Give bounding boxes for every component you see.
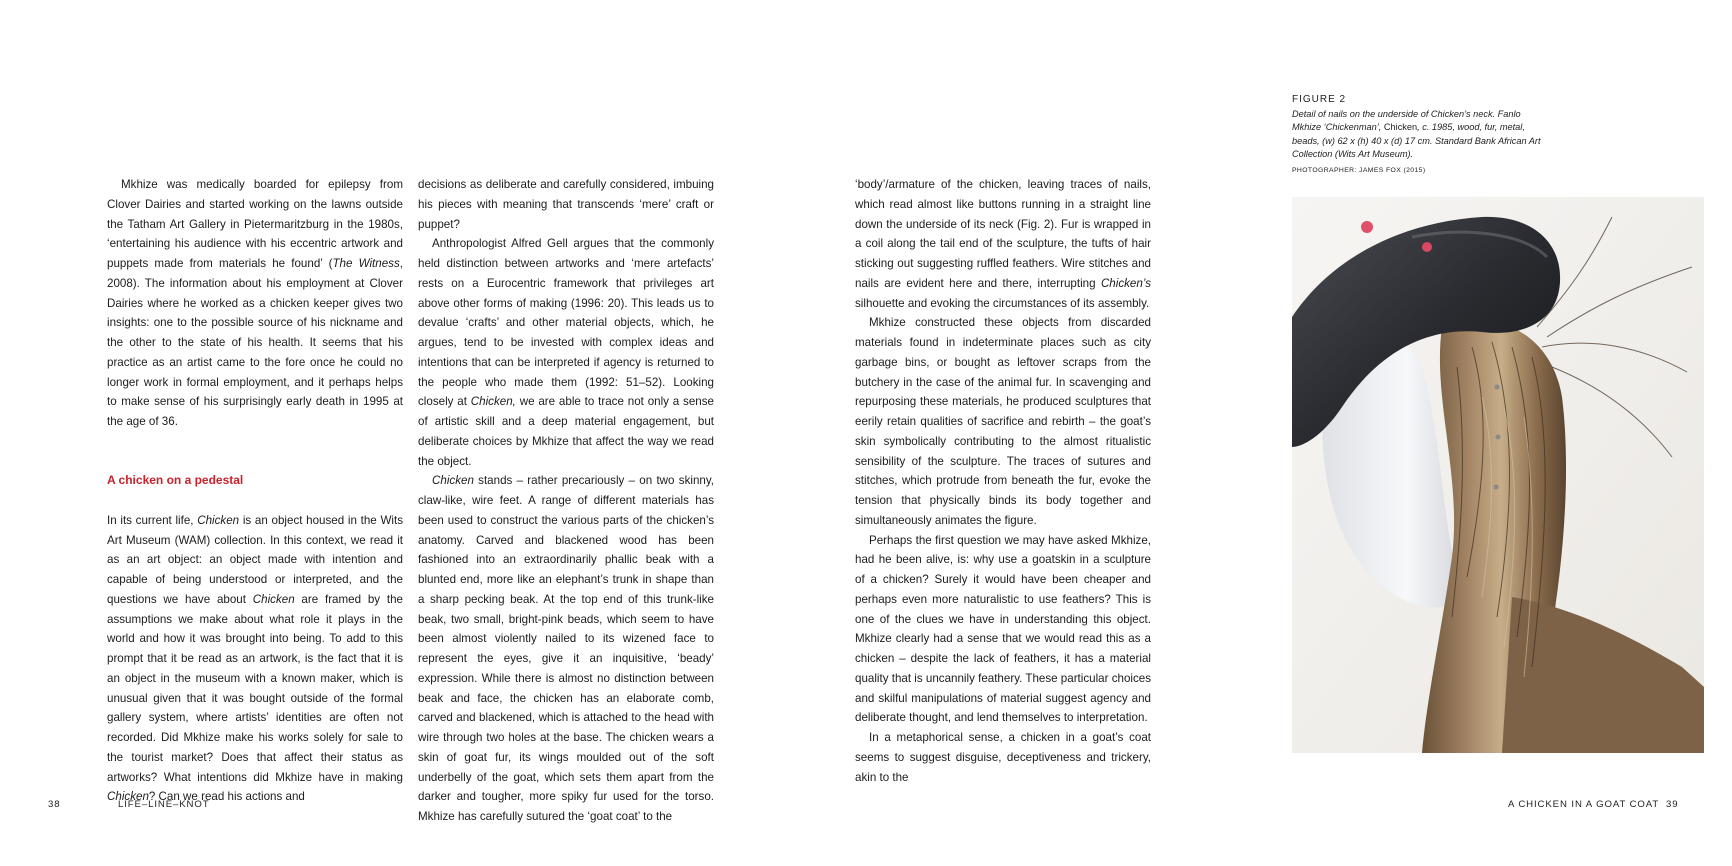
running-head-left: LIFE–LINE–KNOT [118, 799, 210, 810]
right-column [855, 175, 1151, 787]
artwork-title: Chicken [252, 592, 295, 606]
running-head-right: A CHICKEN IN A GOAT COAT [1508, 799, 1660, 810]
paragraph: Perhaps the first question we may have asked Mkhize, had he been alive, is: why use a goatskin in a sculpture of a chicken? Surely it would have been cheaper and perhaps even more naturalistic to use feathers? This is one of the clues we have in understanding this object. Mkhize clearly had a sense that we would read this as a chicken – despite the lack of feathers, it has a material quality that is uncannily feathery. These particular choices and skilful manipulations of material suggest agency and deliberate thought, and lend themselves to interpretation. [855, 533, 1152, 725]
artwork-title: Chicken’s [1100, 276, 1151, 290]
paragraph [107, 511, 403, 807]
text-run: In its current life, [107, 513, 198, 527]
left-column-2 [418, 175, 714, 827]
text-run: , 2008). The information about his employment at Clover Dairies where he worked as a chicken keeper gives two insights: one to the possible source of his nickname and the other to the state of his health. It seems that his practice as an artist came to the fore once he could no longer work in formal employment, and it perhaps helps to make sense of his surprisingly early death in 1995 at the age of 36. [107, 257, 403, 428]
left-column-1 [107, 175, 403, 807]
citation-title: The Witness [332, 257, 400, 270]
artwork-title: Chicken [1383, 122, 1418, 133]
paragraph [418, 471, 714, 827]
photo-credit: PHOTOGRAPHER: JAMES FOX (2015) [1292, 166, 1426, 174]
text-run: we are able to trace not only a sense of artistic skill and a deep material engagement, but deliberate choices by Mkhize that affect the way we read the object. [418, 395, 714, 468]
text-run: Detail of nails on the underside of Chicken’s neck. Fanlo Mkhize ‘Chickenman’, [1292, 108, 1521, 133]
page-number-left: 38 [48, 799, 61, 810]
artwork-title: Chicken [197, 513, 240, 527]
chicken-neck-photo [1292, 197, 1704, 753]
text-run: , c. 1985, wood, fur, metal, beads, (w) 62 x (h) 40 x (d) 17 cm. Standard Bank African Art Collection (Wits Art Museum). [1292, 122, 1541, 160]
paragraph [107, 175, 403, 432]
text-run: is an object housed in the Wits Art Museum (WAM) collection. In this context, we read it as an art object: an object made with intention and capable of being understood or interpreted, and the questions we have about [107, 513, 404, 606]
text-run: ? Can we read his actions and [148, 790, 305, 804]
text-run: Mkhize was medically boarded for epilepsy from Clover Dairies and started working on the lawns outside the Tatham Art Gallery in Pietermaritzburg in the 1980s, ‘entertaining his audience with his eccentric artwork and puppets made from materials he found’ ( [107, 178, 403, 270]
paragraph [855, 175, 1151, 313]
section-heading: A chicken on a pedestal [107, 473, 244, 488]
artwork-title: Chicken [432, 474, 474, 488]
paragraph: In a metaphorical sense, a chicken in a goat’s coat seems to suggest disguise, deceptiveness and trickery, akin to the [855, 731, 1151, 784]
figure-label: FIGURE 2 [1292, 94, 1347, 105]
text-run: silhouette and evoking the circumstances of its assembly. [855, 296, 1150, 310]
pink-bead-eye [1422, 242, 1432, 252]
page-number-right: 39 [1666, 799, 1679, 810]
paragraph: decisions as deliberate and carefully considered, imbuing his pieces with meaning that transcends ‘mere’ craft or puppet? [418, 178, 714, 231]
figure-description [1292, 108, 1550, 162]
figure-caption [1292, 93, 1550, 178]
text-run: stands – rather precariously – on two skinny, claw-like, wire feet. A range of different materials has been used to construct the various parts of the chicken’s anatomy. Carved and blackened wood has been fashioned into an extraordinarily phallic beak with a blunted end, more like an elephant’s trunk in shape than a sharp pecking beak. At the top end of this trunk-like beak, two small, bright-pink beads, which seem to have been almost violently nailed to its wizened face to represent the eyes, give it an inquisitive, ‘beady’ expression. While there is almost no distinction between beak and face, the chicken has an elaborate comb, carved and blackened, which is attached to the head with wire through two holes at the base. The chicken wears a skin of goat fur, its wings moulded out of the soft underbelly of the goat, which sets them apart from the darker and tougher, more spiky fur used for the torso. Mkhize has carefully sutured the ‘goat coat’ to the [418, 474, 714, 823]
pink-bead-eye [1361, 221, 1373, 233]
paragraph: Mkhize constructed these objects from discarded materials found in indeterminate places such as city garbage bins, or bought as leftover scraps from the butchery in the case of the animal fur. In scavenging and repurposing these materials, he produced sculptures that eerily retain qualities of sacrifice and rebirth – the goat’s skin symbolically contributing to the almost ritualistic sensibility of the sculpture. The traces of sutures and stitches, which protrude from beneath the fur, evoke the tension that physically binds its body together and simultaneously animates the figure. [855, 316, 1151, 527]
text-run: Anthropologist Alfred Gell argues that the commonly held distinction between artworks and ‘mere artefacts’ rests on a Eurocentric framework that privileges art above other forms of making (1996: 20). This leads us to devalue ‘crafts’ and other material objects, which, he argues, tend to be invested with complex ideas and intentions that can be interpreted if agency is returned to the people who made them (1992: 51–52). Looking closely at [418, 237, 714, 409]
text-run: ‘body’/armature of the chicken, leaving traces of nails, which read almost like buttons running in a straight line down the underside of its neck (Fig. 2). Fur is wrapped in a coil along the tail end of the sculpture, the tufts of hair sticking out suggesting ruffled feathers. Wire stitches and nails are evident here and there, interrupting [855, 178, 1151, 290]
text-run: are framed by the assumptions we make about what role it plays in the world and how it was brought into being. To add to this prompt that it be read as an artwork, is the fact that it is an object in the museum with a known maker, which is unusual given that it was bought outside of the formal gallery system, where artists’ identities are often not recorded. Did Mkhize make his works solely for sale to the tourist market? Does that affect their status as artworks? What intentions did Mkhize have in making [107, 592, 403, 784]
paragraph [418, 234, 714, 471]
chicken-sculpture-image [1292, 197, 1704, 753]
artwork-title: Chicken [107, 790, 149, 804]
artwork-title: Chicken, [470, 395, 516, 409]
